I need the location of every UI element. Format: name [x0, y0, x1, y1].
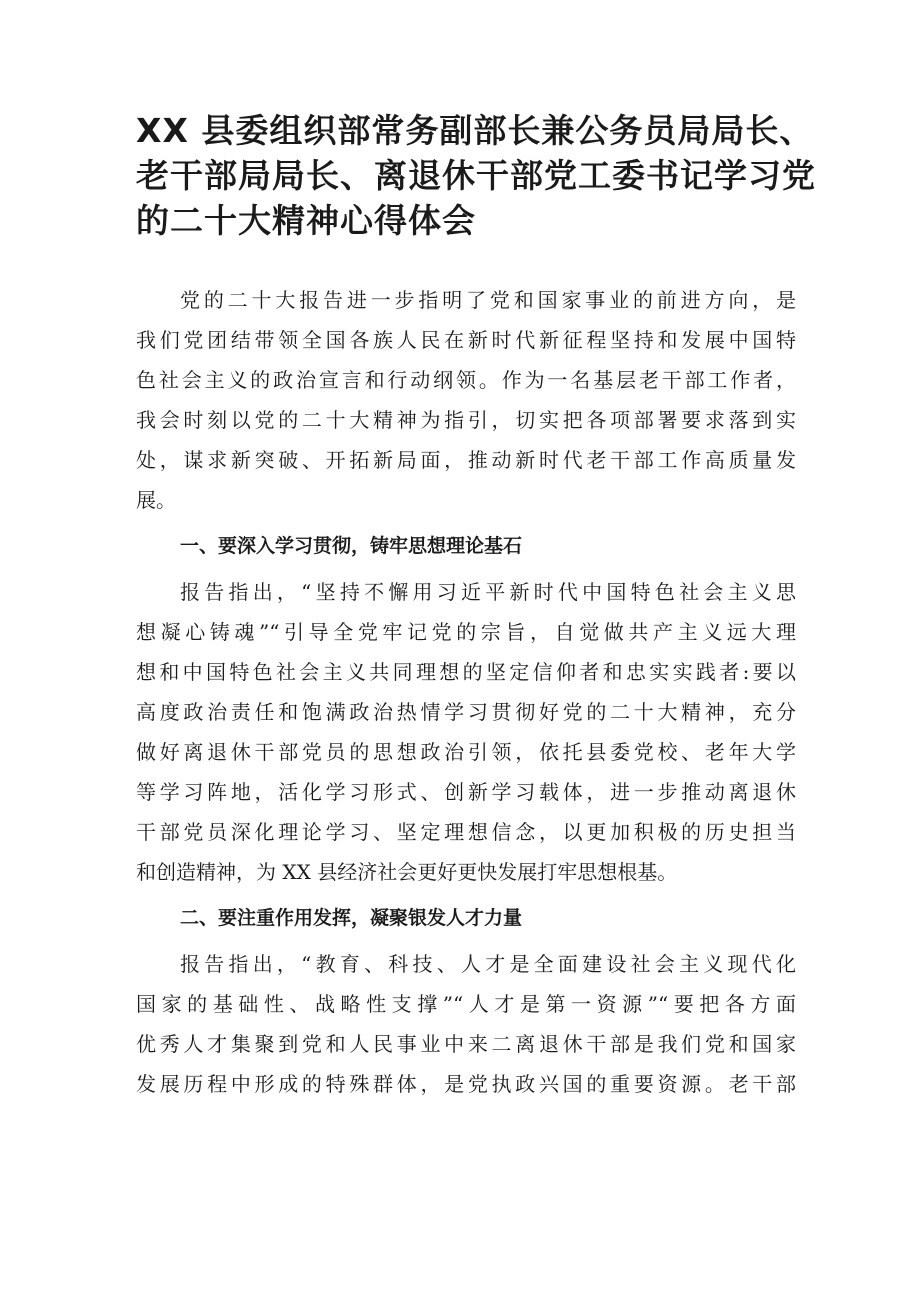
paragraph-line: 处，谋求新突破、开拓新局面，推动新时代老干部工作高质量发 [136, 448, 796, 472]
paragraph-line: 想和中国特色社会主义共同理想的坚定信仰者和忠实实践者:要以 [136, 660, 796, 684]
section-paragraph [136, 944, 796, 1104]
title-line: XX 县委组织部常务副部长兼公务员局局长、 [136, 111, 814, 150]
paragraph-line: 展。 [136, 488, 176, 512]
section-heading: 二、要注重作用发挥，凝聚银发人才力量 [180, 907, 523, 929]
paragraph-line: 发展历程中形成的特殊群体，是党执政兴国的重要资源。老干部 [136, 1072, 796, 1096]
paragraph-line: 等学习阵地，活化学习形式、创新学习载体，进一步推动离退休 [136, 780, 796, 804]
paragraph-line: 国家的基础性、战略性支撑”“人才是第一资源”“要把各方面 [136, 992, 796, 1016]
section-heading: 一、要深入学习贯彻，铸牢思想理论基石 [180, 535, 523, 557]
paragraph-line: 报告指出，“坚持不懈用习近平新时代中国特色社会主义思 [180, 580, 796, 604]
paragraph-line: 和创造精神，为 XX 县经济社会更好更快发展打牢思想根基。 [136, 860, 678, 884]
paragraph-line: 想凝心铸魂”“引导全党牢记党的宗旨，自觉做共产主义远大理 [136, 620, 796, 644]
paragraph-line: 干部党员深化理论学习、坚定理想信念，以更加积极的历史担当 [136, 820, 796, 844]
paragraph-line: 报告指出，“教育、科技、人才是全面建设社会主义现代化 [180, 952, 796, 976]
intro-paragraph [136, 280, 796, 520]
paragraph-line: 优秀人才集聚到党和人民事业中来二离退休干部是我们党和国家 [136, 1032, 796, 1056]
paragraph-line: 我会时刻以党的二十大精神为指引，切实把各项部署要求落到实 [136, 408, 796, 432]
title-line: 老干部局局长、离退休干部党工委书记学习党 [136, 156, 816, 195]
paragraph-line: 色社会主义的政治宣言和行动纲领。作为一名基层老干部工作者， [136, 368, 796, 392]
paragraph-line: 党的二十大报告进一步指明了党和国家事业的前进方向，是 [180, 288, 796, 312]
paragraph-line: 高度政治责任和饱满政治热情学习贯彻好党的二十大精神，充分 [136, 700, 796, 724]
paragraph-line: 做好离退休干部党员的思想政治引领，依托县委党校、老年大学 [136, 740, 796, 764]
title-line: 的二十大精神心得体会 [136, 201, 476, 240]
document-body [136, 280, 796, 1104]
section-paragraph [136, 572, 796, 892]
document-title [136, 108, 816, 243]
paragraph-line: 我们党团结带领全国各族人民在新时代新征程坚持和发展中国特 [136, 328, 796, 352]
